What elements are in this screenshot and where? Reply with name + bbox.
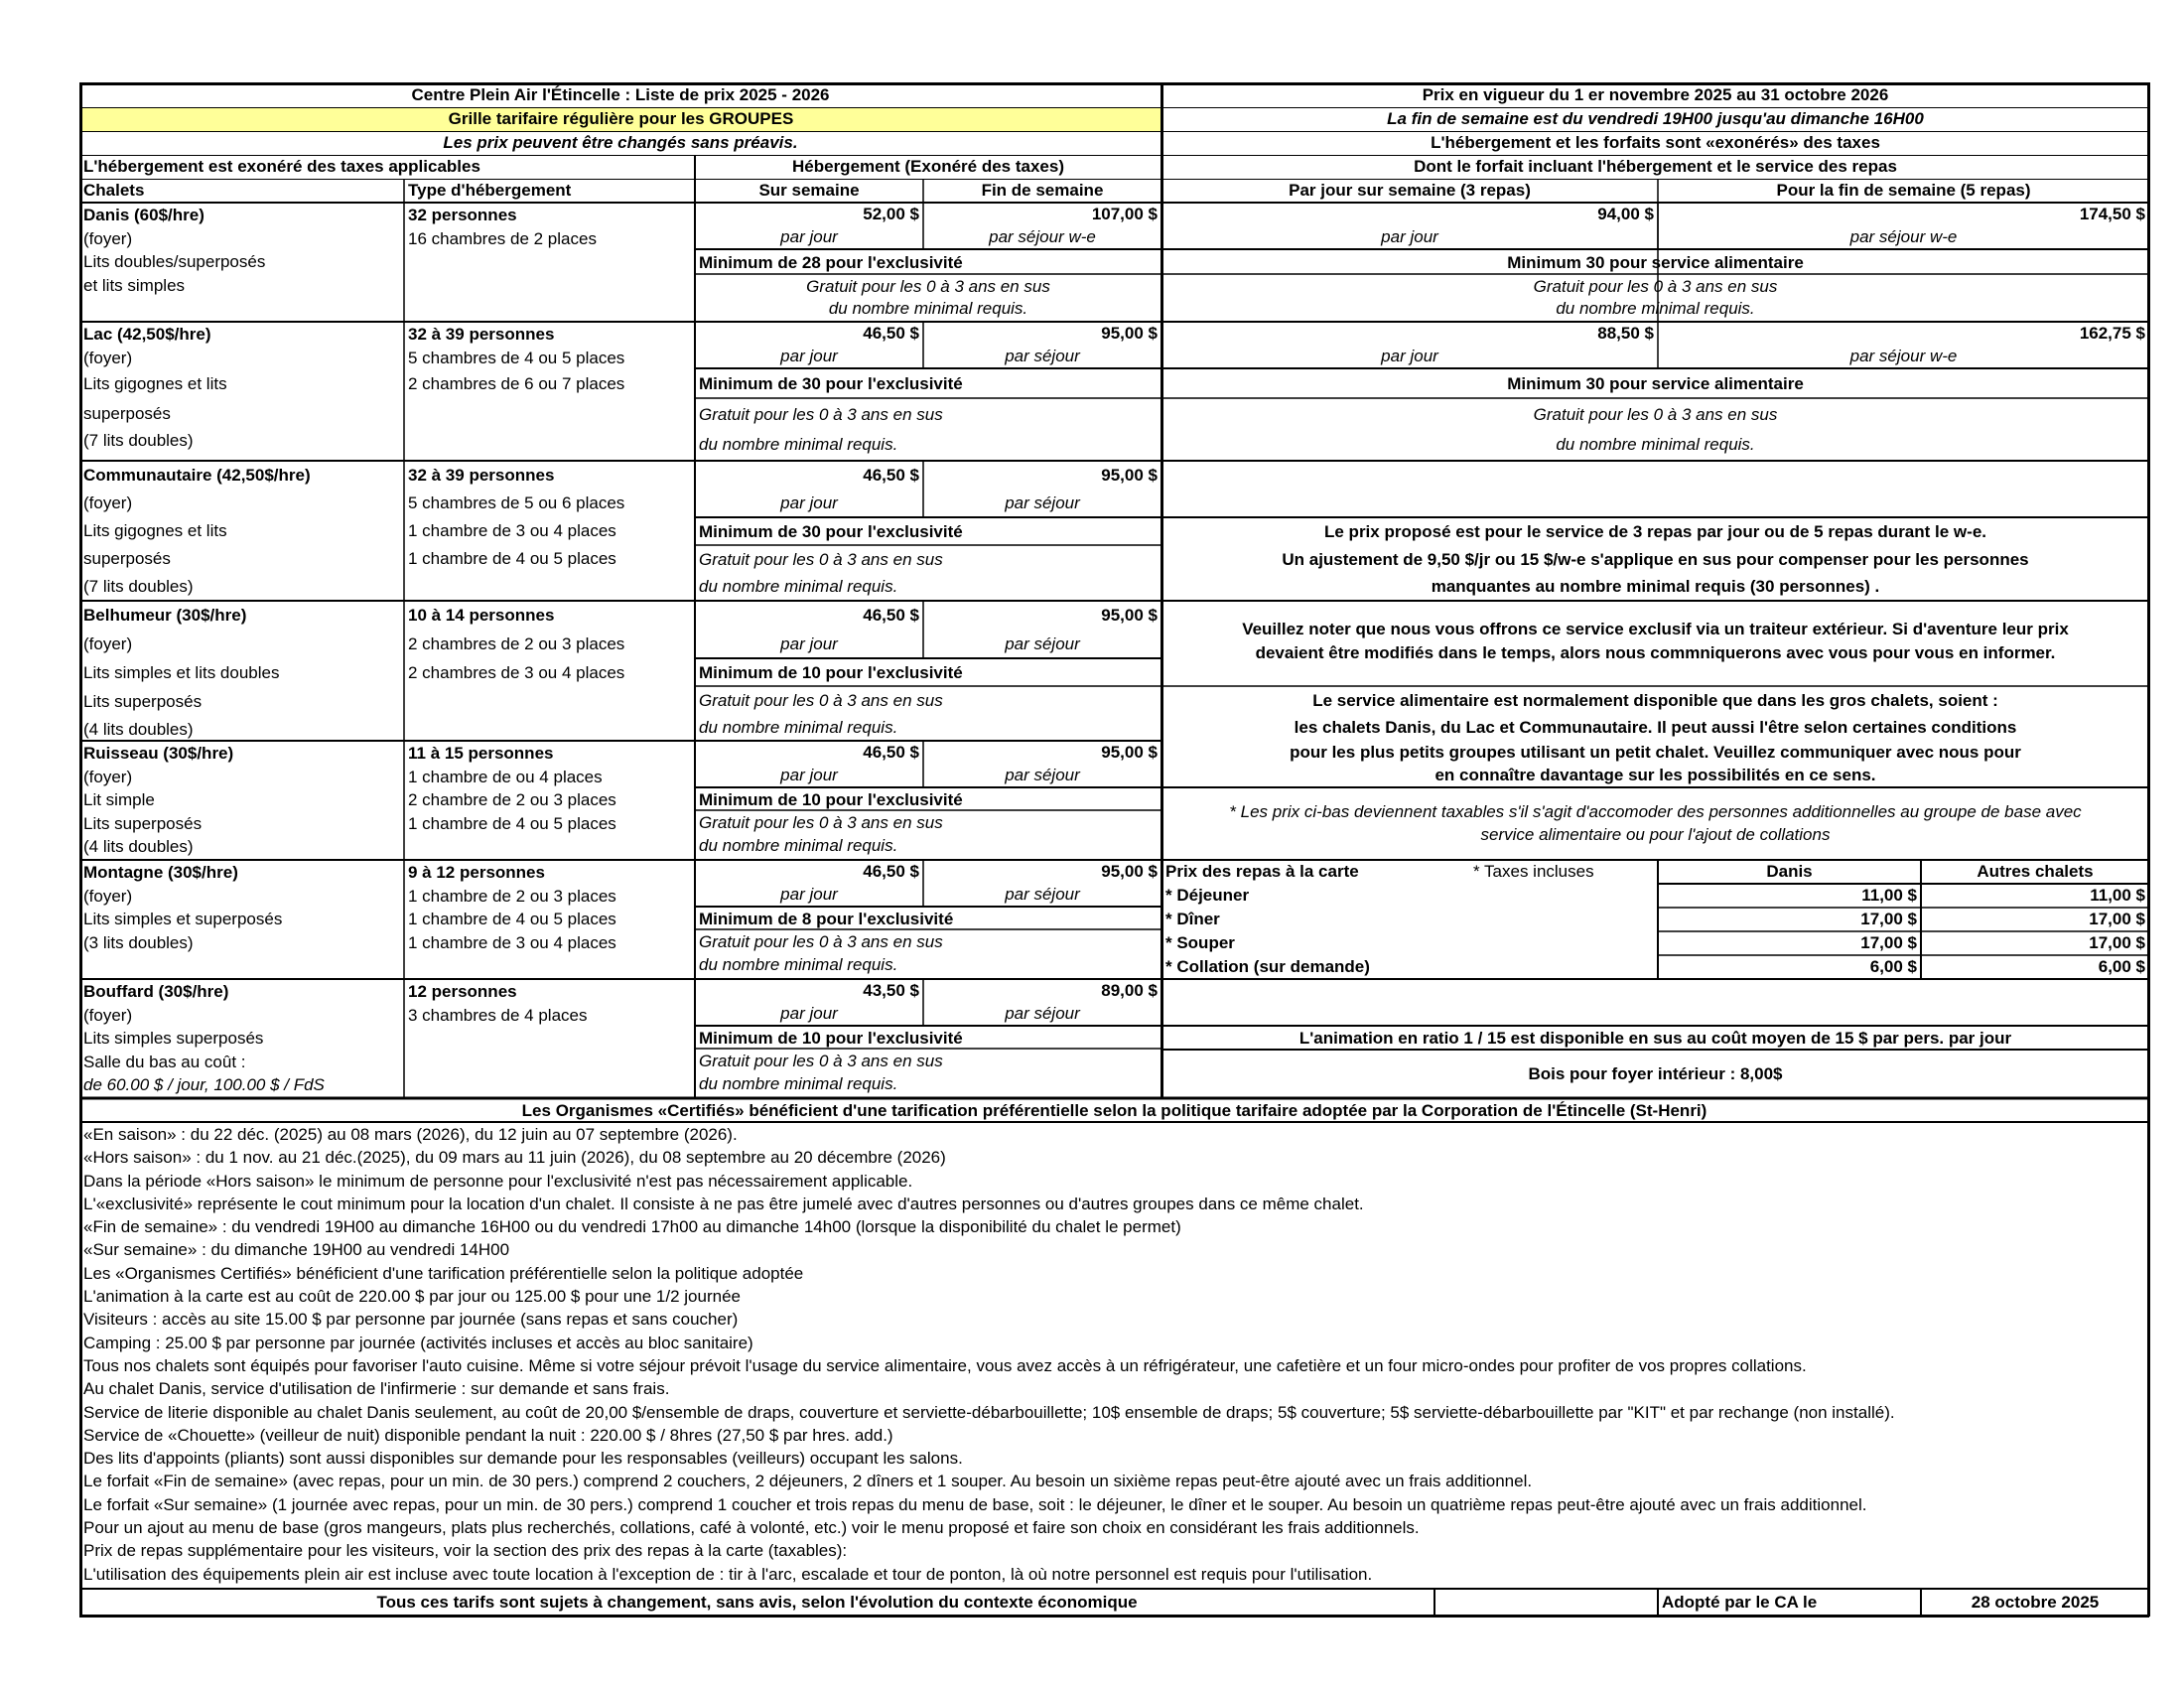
note-line: Les «Organismes Certifiés» bénéficient d'une tarification préférentielle selon la politique adoptée: [83, 1263, 804, 1283]
type-lac: 32 à 39 personnes 5 chambres de 4 ou 5 places 2 chambres de 6 ou 7 places: [408, 325, 625, 393]
meal-day-unit-lac: par jour: [1381, 347, 1438, 365]
week-price-bouffard: 43,50 $: [863, 981, 919, 1000]
meal-row-others: 17,00 $: [2089, 910, 2145, 928]
price-list-sheet: [79, 82, 2149, 1617]
we-price-bouffard: 89,00 $: [1101, 981, 1158, 1000]
min-bouffard: Minimum de 10 pour l'exclusivité: [699, 1029, 963, 1048]
info-p2-l2: devaient être modifiés dans le temps, alors nous commniquerons avec vous pour vous en informer.: [1255, 643, 2056, 662]
week-unit-montagne: par jour: [780, 885, 838, 904]
min-montagne: Minimum de 8 pour l'exclusivité: [699, 910, 954, 928]
info-p1-l2: Un ajustement de 9,50 $/jr ou 15 $/w-e s'applique en sus pour compenser pour les personnes: [1282, 550, 2029, 569]
free1-lac: Gratuit pour les 0 à 3 ans en sus: [699, 405, 943, 424]
forfait-tax-exempt: L'hébergement et les forfaits sont «exonérés» des taxes: [1431, 133, 1880, 152]
meals-title: Prix des repas à la carte: [1165, 862, 1359, 881]
info-p3-l3: pour les plus petits groupes utilisant un petit chalet. Veuillez communiquer avec nous pour: [1290, 743, 2021, 762]
border-bottom: [79, 1615, 2149, 1618]
meal-row-others: 6,00 $: [2098, 957, 2145, 976]
note-line: Camping : 25.00 $ par personne par journée (activités incluses et accès au bloc sanitaire): [83, 1333, 753, 1352]
rule: [79, 202, 2149, 204]
weekend-definition: La fin de semaine est du vendredi 19H00 jusqu'au dimanche 16H00: [1387, 109, 1924, 128]
we-unit-ruisseau: par séjour: [1005, 766, 1080, 784]
week-unit-bouffard: par jour: [780, 1004, 838, 1023]
meal-day-price-danis: 94,00 $: [1597, 205, 1654, 223]
free1-communautaire: Gratuit pour les 0 à 3 ans en sus: [699, 550, 943, 569]
note-line: «En saison» : du 22 déc. (2025) au 08 mars (2026), du 12 juin au 07 septembre (2026).: [83, 1125, 738, 1144]
we-unit-belhumeur: par séjour: [1005, 634, 1080, 653]
free2-communautaire: du nombre minimal requis.: [699, 577, 898, 596]
rule: [79, 131, 2149, 132]
meal-we-price-lac: 162,75 $: [2079, 324, 2145, 343]
note-line: Des lits d'appoints (pliants) sont aussi disponibles sur demande pour les responsables (veilleurs) occupant les salons.: [83, 1449, 963, 1469]
free1-montagne: Gratuit pour les 0 à 3 ans en sus: [699, 932, 943, 951]
adopted-date: 28 octobre 2025: [1971, 1593, 2100, 1612]
free2-danis: du nombre minimal requis.: [828, 299, 1028, 318]
note-line: Dans la période «Hors saison» le minimum de personne pour l'exclusivité n'est pas nécessairement applicable.: [83, 1171, 913, 1191]
free2-belhumeur: du nombre minimal requis.: [699, 718, 898, 737]
info-p1-l1: Le prix proposé est pour le service de 3 repas par jour ou de 5 repas durant le w-e.: [1324, 522, 1986, 541]
rule: [79, 179, 2149, 180]
divider-main: [1160, 82, 1163, 1098]
week-price-belhumeur: 46,50 $: [863, 606, 919, 625]
meal-we-price-danis: 174,50 $: [2079, 205, 2145, 223]
meal-row-label: * Collation (sur demande): [1165, 957, 1370, 976]
meal-row-others: 11,00 $: [2090, 886, 2145, 905]
min-ruisseau: Minimum de 10 pour l'exclusivité: [699, 790, 963, 809]
free1-ruisseau: Gratuit pour les 0 à 3 ans en sus: [699, 813, 943, 832]
certified-banner: Les Organismes «Certifiés» bénéficient d'une tarification préférentielle selon la politique tarifaire adoptée par la Corporation de l'Étincelle (St-Henri): [521, 1101, 1707, 1120]
we-price-lac: 95,00 $: [1101, 324, 1158, 343]
free1-danis: Gratuit pour les 0 à 3 ans en sus: [806, 277, 1050, 296]
border-left: [79, 82, 82, 1617]
free2-bouffard: du nombre minimal requis.: [699, 1074, 898, 1093]
note-line: «Fin de semaine» : du vendredi 19H00 au dimanche 16H00 ou du vendredi 17h00 au dimanche 14h00 (lorsque la disponibilité du chalet le permet): [83, 1217, 1181, 1237]
rule: [79, 107, 2149, 108]
meal-day-unit-danis: par jour: [1381, 227, 1438, 246]
info-p4-l1: * Les prix ci-bas deviennent taxables s'il s'agit d'accomoder des personnes additionnelles au groupe de base avec: [1229, 802, 2082, 821]
rule: [79, 155, 2149, 156]
meal-row-danis: 6,00 $: [1869, 957, 1917, 976]
border-top: [79, 82, 2149, 85]
chalet-ruisseau: Ruisseau (30$/hre) (foyer) Lit simple Lits superposés (4 lits doubles): [83, 744, 234, 856]
chalet-bouffard: Bouffard (30$/hre) (foyer) Lits simples superposés Salle du bas au coût : de 60.00 $ / jour, 100.00 $ / FdS: [83, 982, 325, 1094]
note-line: Service de «Chouette» (veilleur de nuit) disponible pendant la nuit : 220.00 $ / 8hres (27,50 $ par hres. add.): [83, 1425, 893, 1445]
meal-row-label: * Dîner: [1165, 910, 1220, 928]
we-unit-montagne: par séjour: [1005, 885, 1080, 904]
week-price-ruisseau: 46,50 $: [863, 743, 919, 762]
meal-free1-danis: Gratuit pour les 0 à 3 ans en sus: [1533, 277, 1778, 296]
col-chalets: Chalets: [83, 181, 145, 200]
note-line: L'utilisation des équipements plein air est incluse avec toute location à l'exception de : tir à l'arc, escalade et tour de ponton, là où notre personnel est requis pour l'utilisation.: [83, 1564, 1373, 1584]
min-belhumeur: Minimum de 10 pour l'exclusivité: [699, 663, 963, 682]
col-type: Type d'hébergement: [408, 181, 572, 200]
week-price-lac: 46,50 $: [863, 324, 919, 343]
week-unit-lac: par jour: [780, 347, 838, 365]
note-line: Tous nos chalets sont équipés pour favoriser l'auto cuisine. Même si votre séjour prévoit l'usage du service alimentaire, vous avez accès à un réfrigérateur, une cafetière et un four micro-ondes pour profiter de vos propres collations.: [83, 1355, 1807, 1375]
col-day-3-meals: Par jour sur semaine (3 repas): [1289, 181, 1531, 200]
week-price-danis: 52,00 $: [863, 205, 919, 223]
week-price-communautaire: 46,50 $: [863, 466, 919, 485]
note-line: Visiteurs : accès au site 15.00 $ par personne par journée (sans repas et sans coucher): [83, 1310, 739, 1330]
meal-we-unit-lac: par séjour w-e: [1849, 347, 1958, 365]
we-price-ruisseau: 95,00 $: [1101, 743, 1158, 762]
chalet-danis: Danis (60$/hre) (foyer) Lits doubles/superposés et lits simples: [83, 206, 266, 295]
note-line: Le forfait «Sur semaine» (1 journée avec repas, pour un min. de 30 pers.) comprend 1 coucher et trois repas du menu de base, soit : le déjeuner, le dîner et le souper. Au besoin un quatrième repas peut-être ajouté avec un frais additionnel.: [83, 1494, 1867, 1514]
info-p3-l4: en connaître davantage sur les possibilités en ce sens.: [1434, 766, 1876, 784]
chalet-communautaire: Communautaire (42,50$/hre) (foyer) Lits gigognes et lits superposés (7 lits doubles): [83, 466, 311, 596]
border-right: [2147, 82, 2150, 1617]
col-weekend: Fin de semaine: [981, 181, 1104, 200]
info-p1-l3: manquantes au nombre minimal requis (30 personnes) .: [1431, 577, 1880, 596]
free2-lac: du nombre minimal requis.: [699, 435, 898, 454]
free2-ruisseau: du nombre minimal requis.: [699, 836, 898, 855]
we-price-belhumeur: 95,00 $: [1101, 606, 1158, 625]
we-unit-communautaire: par séjour: [1005, 493, 1080, 512]
meal-we-unit-danis: par séjour w-e: [1849, 227, 1958, 246]
note-line: Le forfait «Fin de semaine» (avec repas, pour un min. de 30 pers.) comprend 2 couchers, 2 déjeuners, 2 dîners et 1 souper. Au besoin un sixième repas peut-être ajouté avec un frais additionnel.: [83, 1472, 1533, 1491]
note-line: «Hors saison» : du 1 nov. au 21 déc.(2025), du 09 mars au 11 juin (2026), du 08 septembre au 20 décembre (2026): [83, 1148, 946, 1168]
meal-min-lac: Minimum 30 pour service alimentaire: [1507, 374, 1804, 393]
info-p2-l1: Veuillez noter que nous vous offrons ce service exclusif via un traiteur extérieur. Si d'aventure leur prix: [1242, 620, 2069, 638]
week-price-montagne: 46,50 $: [863, 862, 919, 881]
doc-subtitle: Grille tarifaire régulière pour les GROUPES: [81, 107, 1160, 131]
doc-title: Centre Plein Air l'Étincelle : Liste de prix 2025 - 2026: [411, 85, 830, 104]
meal-row-others: 17,00 $: [2089, 933, 2145, 952]
chalet-belhumeur: Belhumeur (30$/hre) (foyer) Lits simples et lits doubles Lits superposés (4 lits doubles): [83, 606, 280, 739]
we-price-communautaire: 95,00 $: [1101, 466, 1158, 485]
meal-free2-lac: du nombre minimal requis.: [1556, 435, 1755, 454]
min-danis: Minimum de 28 pour l'exclusivité: [699, 253, 963, 272]
free1-bouffard: Gratuit pour les 0 à 3 ans en sus: [699, 1052, 943, 1070]
free2-montagne: du nombre minimal requis.: [699, 955, 898, 974]
validity-period: Prix en vigueur du 1 er novembre 2025 au 31 octobre 2026: [1422, 85, 1889, 104]
type-danis: 32 personnes 16 chambres de 2 places: [408, 206, 597, 248]
we-unit-lac: par séjour: [1005, 347, 1080, 365]
footer-disclaimer: Tous ces tarifs sont sujets à changement, sans avis, selon l'évolution du contexte économique: [376, 1593, 1138, 1612]
adopted-label: Adopté par le CA le: [1662, 1593, 1818, 1612]
chalet-lac: Lac (42,50$/hre) (foyer) Lits gigognes et lits superposés (7 lits doubles): [83, 325, 227, 450]
info-p3-l2: les chalets Danis, du Lac et Communautaire. Il peut aussi l'être selon certaines conditions: [1294, 718, 2017, 737]
notes-list: [79, 1123, 2149, 1586]
min-lac: Minimum de 30 pour l'exclusivité: [699, 374, 963, 393]
we-price-montagne: 95,00 $: [1101, 862, 1158, 881]
chalet-montagne: Montagne (30$/hre) (foyer) Lits simples et superposés (3 lits doubles): [83, 863, 283, 952]
meals-col-danis: Danis: [1766, 862, 1813, 881]
meal-day-price-lac: 88,50 $: [1597, 324, 1654, 343]
animation-info: L'animation en ratio 1 / 15 est disponible en sus au coût moyen de 15 $ par pers. par jour: [1298, 1029, 2012, 1048]
meals-col-others: Autres chalets: [1977, 862, 2094, 881]
type-ruisseau: 11 à 15 personnes 1 chambre de ou 4 places 2 chambre de 2 ou 3 places 1 chambre de 4 ou 5 places: [408, 744, 616, 833]
week-unit-belhumeur: par jour: [780, 634, 838, 653]
col-week: Sur semaine: [758, 181, 860, 200]
note-line: Service de literie disponible au chalet Danis seulement, au coût de 20,00 $/ensemble de draps, couverture et serviette-débarbouillette; 10$ ensemble de draps; 5$ couverture; 5$ serviette-débarbouillette par "KIT" et par rechange (non installé).: [83, 1402, 1895, 1422]
we-price-danis: 107,00 $: [1091, 205, 1158, 223]
we-unit-bouffard: par séjour: [1005, 1004, 1080, 1023]
note-line: L'animation à la carte est au coût de 220.00 $ par jour ou 125.00 $ pour une 1/2 journée: [83, 1287, 741, 1307]
note-line: L'«exclusivité» représente le cout minimum pour la location d'un chalet. Il consiste à ne pas être jumelé avec d'autres personnes ou d'autres groupes dans ce même chalet.: [83, 1194, 1364, 1213]
meal-row-danis: 17,00 $: [1860, 910, 1917, 928]
week-unit-communautaire: par jour: [780, 493, 838, 512]
info-p3-l1: Le service alimentaire est normalement disponible que dans les gros chalets, soient :: [1312, 691, 1998, 710]
forfait-header: Dont le forfait incluant l'hébergement et le service des repas: [1414, 157, 1897, 176]
note-line: Au chalet Danis, service d'utilisation de l'infirmerie : sur demande et sans frais.: [83, 1379, 670, 1399]
wood-price: Bois pour foyer intérieur : 8,00$: [1528, 1064, 1783, 1083]
info-p4-l2: service alimentaire ou pour l'ajout de collations: [1480, 825, 1831, 844]
lodging-tax-note: L'hébergement est exonéré des taxes applicables: [83, 157, 480, 176]
min-communautaire: Minimum de 30 pour l'exclusivité: [699, 522, 963, 541]
type-communautaire: 32 à 39 personnes 5 chambres de 5 ou 6 places 1 chambre de 3 ou 4 places 1 chambre de 4 ou 5 places: [408, 466, 625, 568]
week-unit-ruisseau: par jour: [780, 766, 838, 784]
meal-free1-lac: Gratuit pour les 0 à 3 ans en sus: [1533, 405, 1778, 424]
meal-min-danis: Minimum 30 pour service alimentaire: [1507, 253, 1804, 272]
col-weekend-5-meals: Pour la fin de semaine (5 repas): [1776, 181, 2031, 200]
week-unit-danis: par jour: [780, 227, 838, 246]
type-montagne: 9 à 12 personnes 1 chambre de 2 ou 3 places 1 chambre de 4 ou 5 places 1 chambre de 3 ou 4 places: [408, 863, 616, 952]
note-line: Prix de repas supplémentaire pour les visiteurs, voir la section des prix des repas à la carte (taxables):: [83, 1541, 848, 1561]
note-line: «Sur semaine» : du dimanche 19H00 au vendredi 14H00: [83, 1240, 510, 1260]
price-change-notice: Les prix peuvent être changés sans préavis.: [443, 133, 798, 152]
meal-row-danis: 11,00 $: [1861, 886, 1917, 905]
meal-row-label: * Déjeuner: [1165, 886, 1250, 905]
free1-belhumeur: Gratuit pour les 0 à 3 ans en sus: [699, 691, 943, 710]
meal-row-label: * Souper: [1165, 933, 1235, 952]
lodging-header: Hébergement (Exonéré des taxes): [792, 157, 1064, 176]
meals-taxes-included: * Taxes incluses: [1473, 862, 1594, 881]
we-unit-danis: par séjour w-e: [989, 227, 1096, 246]
type-belhumeur: 10 à 14 personnes 2 chambres de 2 ou 3 places 2 chambres de 3 ou 4 places: [408, 606, 625, 682]
meal-free2-danis: du nombre minimal requis.: [1556, 299, 1755, 318]
type-bouffard: 12 personnes 3 chambres de 4 places: [408, 982, 588, 1025]
note-line: Pour un ajout au menu de base (gros mangeurs, plats plus recherchés, collations, café à volonté, etc.) voir le menu proposé et faire son choix en considérant les frais additionnels.: [83, 1518, 1420, 1538]
meal-row-danis: 17,00 $: [1860, 933, 1917, 952]
